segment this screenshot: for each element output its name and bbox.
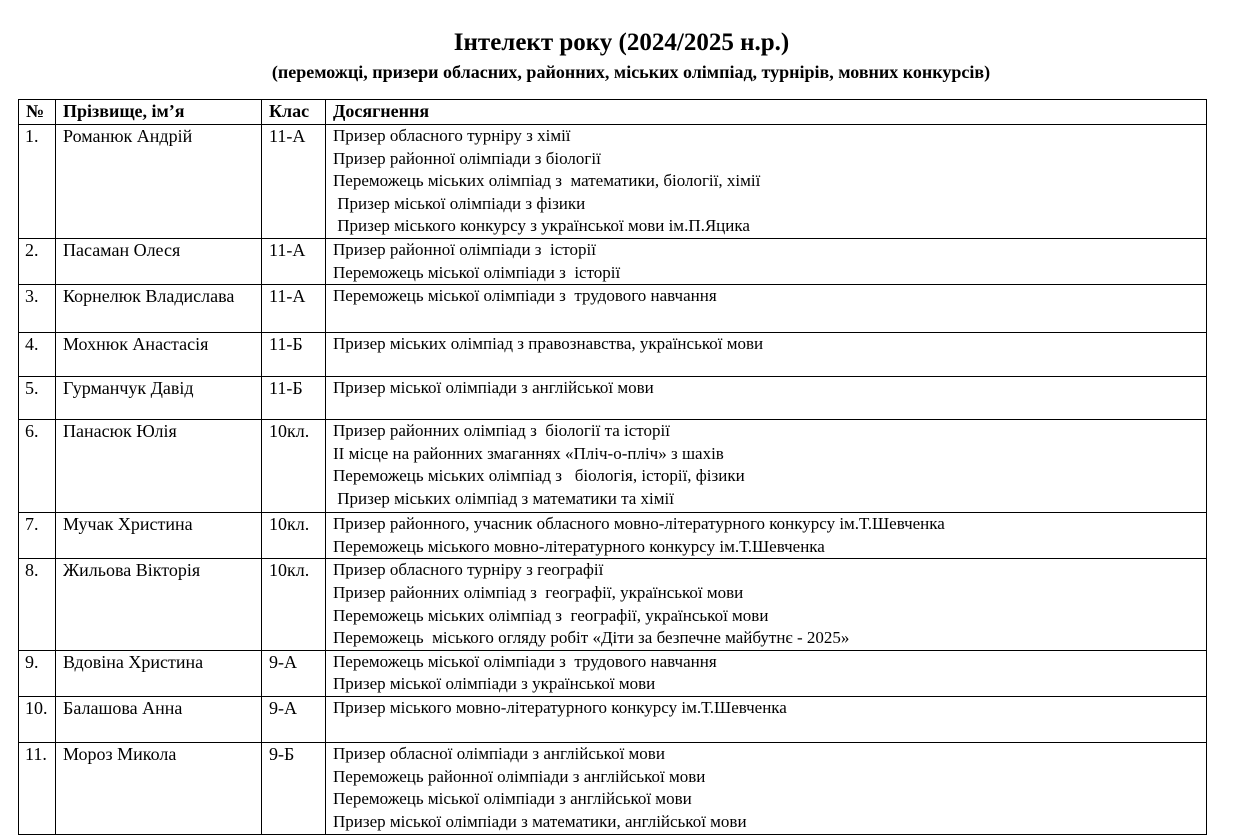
student-name: Корнелюк Владислава (56, 285, 262, 333)
table-row (19, 696, 1207, 742)
student-name: Романюк Андрій (56, 125, 262, 239)
student-class: 11-Б (262, 333, 326, 377)
table-row (19, 333, 1207, 377)
student-name: Жильова Вікторія (56, 559, 262, 650)
achievement-item: Призер міських олімпіад з математики та хімії (333, 488, 674, 508)
achievement-item: Призер районного, учасник обласного мовно-літературного конкурсу ім.Т.Шевченка (333, 514, 945, 534)
achievement-item: Призер міського конкурсу з української мови ім.П.Яцика (333, 216, 750, 236)
achievements-cell (326, 742, 1207, 834)
achievements-cell (326, 125, 1207, 239)
achievement-item: Призер міських олімпіад з правознавства, української мови (333, 334, 764, 354)
achievement-item: Переможець міської олімпіади з англійської мови (333, 789, 692, 809)
achievement-item: Призер міського мовно-літературного конкурсу ім.Т.Шевченка (333, 697, 787, 717)
table-row (19, 238, 1207, 284)
row-number: 3. (19, 285, 56, 333)
achievement-item: Переможець міської олімпіади з трудового навчання (333, 651, 717, 671)
achievements-cell (326, 333, 1207, 377)
row-number: 2. (19, 238, 56, 284)
row-number: 7. (19, 513, 56, 559)
row-number: 6. (19, 420, 56, 513)
student-class: 9-А (262, 696, 326, 742)
achievement-item: Переможець міської олімпіади з історії (333, 262, 621, 282)
student-name: Гурманчук Давід (56, 377, 262, 420)
table-row (19, 125, 1207, 239)
achievement-item: Призер обласної олімпіади з англійської мови (333, 743, 665, 763)
table-row (19, 513, 1207, 559)
student-name: Пасаман Олеся (56, 238, 262, 284)
row-number: 4. (19, 333, 56, 377)
achievement-item: Призер міської олімпіади з англійської мови (333, 378, 654, 398)
achievement-item: Переможець міських олімпіад з географії, української мови (333, 605, 769, 625)
achievements-cell (326, 420, 1207, 513)
student-class: 11-Б (262, 377, 326, 420)
achievements-cell (326, 377, 1207, 420)
table-body (19, 125, 1207, 835)
row-number: 11. (19, 742, 56, 834)
page-title: Інтелект року (2024/2025 н.р.) (453, 29, 790, 56)
row-number: 10. (19, 696, 56, 742)
student-class: 9-Б (262, 742, 326, 834)
student-class: 10кл. (262, 513, 326, 559)
student-name: Балашова Анна (56, 696, 262, 742)
achievement-item: Призер обласного турніру з хімії (333, 126, 571, 145)
table-row (19, 742, 1207, 834)
header-class: Клас (262, 100, 326, 125)
achievement-item: Призер міської олімпіади з фізики (333, 193, 586, 213)
row-number: 8. (19, 559, 56, 650)
row-number: 5. (19, 377, 56, 420)
achievement-item: Переможець міських олімпіад з математики, біології, хімії (333, 171, 761, 191)
achievement-item: Призер районних олімпіад з біології та історії (333, 421, 670, 441)
achievement-item: Переможець міських олімпіад з біологія, історії, фізики (333, 466, 745, 486)
student-class: 10кл. (262, 559, 326, 650)
table-header-row (19, 100, 1207, 125)
table-row (19, 650, 1207, 696)
achievement-item: Призер міської олімпіади з української мови (333, 674, 656, 694)
student-class: 11-А (262, 285, 326, 333)
achievements-cell (326, 238, 1207, 284)
achievements-cell (326, 696, 1207, 742)
header-name: Прізвище, ім’я (56, 100, 262, 125)
achievements-cell (326, 559, 1207, 650)
achievement-item: Переможець міської олімпіади з трудового навчання (333, 286, 717, 306)
achievement-item: Переможець районної олімпіади з англійської мови (333, 766, 706, 786)
achievement-item: Призер районних олімпіад з географії, української мови (333, 582, 744, 602)
achievements-table (18, 99, 1207, 835)
table-row (19, 285, 1207, 333)
student-class: 11-А (262, 125, 326, 239)
student-class: 11-А (262, 238, 326, 284)
achievement-item: Переможець міського огляду робіт «Діти за безпечне майбутнє - 2025» (333, 628, 850, 648)
table-row (19, 559, 1207, 650)
page-subtitle: (переможці, призери обласних, районних, міських олімпіад, турнірів, мовних конкурсів) (271, 62, 991, 82)
achievements-cell (326, 650, 1207, 696)
student-name: Мохнюк Анастасія (56, 333, 262, 377)
student-name: Мороз Микола (56, 742, 262, 834)
student-class: 10кл. (262, 420, 326, 513)
achievement-item: ІІ місце на районних змаганнях «Пліч-о-пліч» з шахів (333, 443, 724, 463)
achievement-item: Переможець міського мовно-літературного конкурсу ім.Т.Шевченка (333, 536, 825, 556)
achievement-item: Призер районної олімпіади з біології (333, 148, 601, 168)
header-achievements: Досягнення (326, 100, 1207, 125)
header-num: № (19, 100, 56, 125)
row-number: 1. (19, 125, 56, 239)
achievement-item: Призер районної олімпіади з історії (333, 239, 596, 259)
achievement-item: Призер обласного турніру з географії (333, 560, 604, 580)
achievement-item: Призер міської олімпіади з математики, англійської мови (333, 811, 747, 831)
table-row (19, 420, 1207, 513)
student-name: Вдовіна Христина (56, 650, 262, 696)
student-class: 9-А (262, 650, 326, 696)
student-name: Мучак Христина (56, 513, 262, 559)
achievements-cell (326, 513, 1207, 559)
achievements-cell (326, 285, 1207, 333)
table-row (19, 377, 1207, 420)
student-name: Панасюк Юлія (56, 420, 262, 513)
row-number: 9. (19, 650, 56, 696)
